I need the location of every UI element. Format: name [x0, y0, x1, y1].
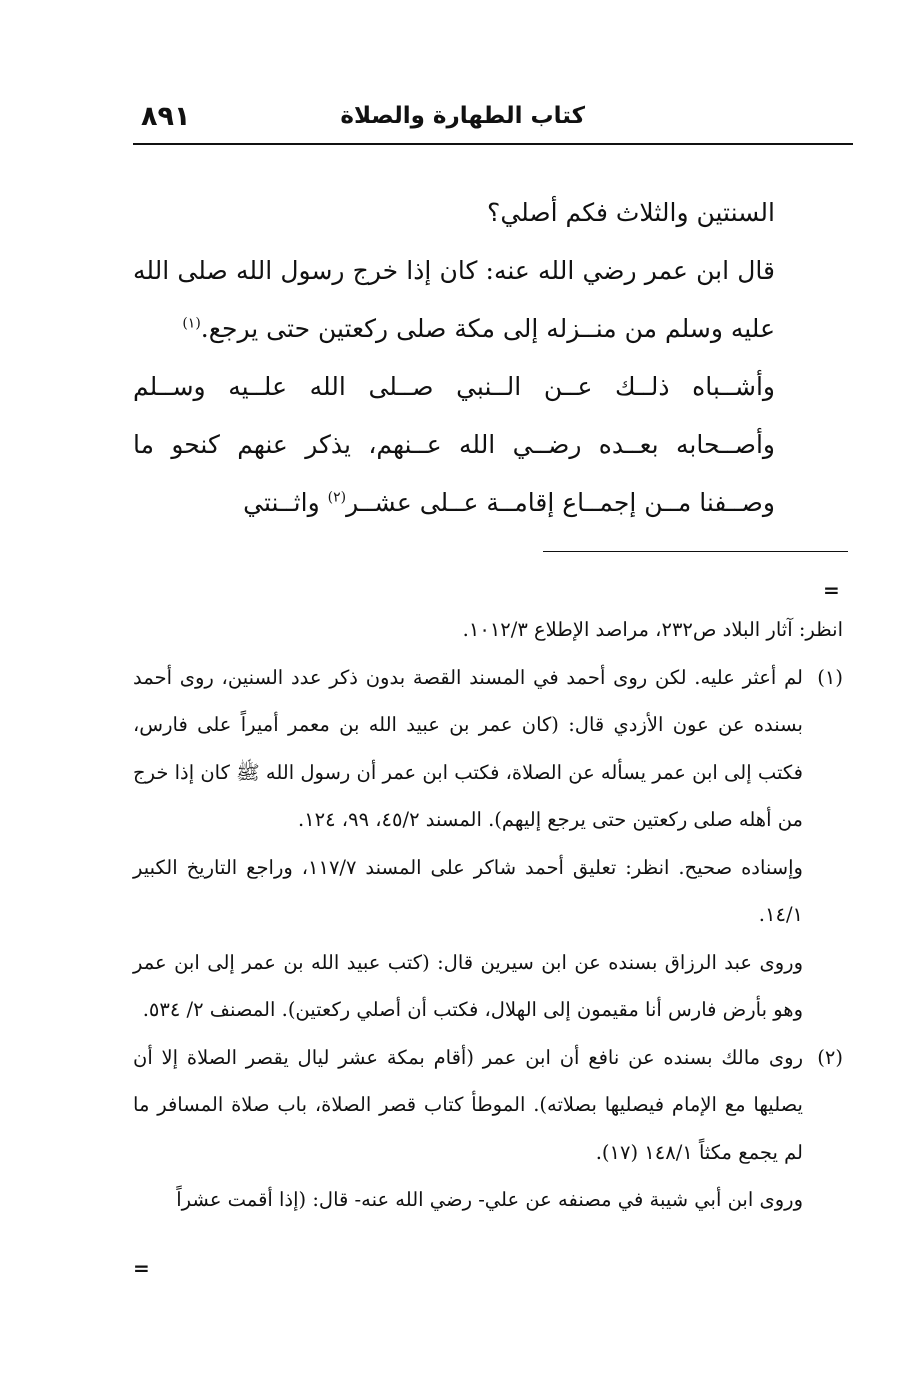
main-paragraph-2	[133, 242, 775, 358]
footnote-1-abdrazzaq: وروى عبد الرزاق بسنده عن ابن سيرين قال: (كتب عبيد الله بن عمر إلى ابن عمر وهو بأرض فارس أنا مقيمون إلى الهلال، فكتب أن أصلي ركعتين). المصنف ٢/ ٥٣٤.	[133, 950, 803, 1021]
page-header	[133, 97, 853, 145]
continuation-mark-top: =	[823, 578, 840, 602]
main-paragraph-3	[133, 358, 775, 532]
footnote-separator	[543, 551, 848, 552]
footnote-ref-1[interactable]: (١)	[182, 315, 201, 332]
footnote-1-text: لم أعثر عليه. لكن روى أحمد في المسند القصة بدون ذكر عدد السنين، روى أحمد بسنده عن عون الأزدي قال: (كان عمر بن عبيد الله بن معمر أميراً على فارس، فكتب إلى ابن عمر يسأله عن الصلاة، فكتب ابن عمر أن رسول الله ﷺ كان إذا خرج من أهله صلى ركعتين حتى يرجع إليهم). المسند ٤٥/٢، ٩٩، ١٢٤.	[133, 665, 803, 831]
footnote-continuation: انظر: آثار البلاد ص٢٣٢، مراصد الإطلاع ١٠١٢/٣.	[462, 618, 843, 641]
footnote-1	[133, 654, 843, 844]
footnote-1-marker: (١)	[817, 665, 843, 689]
main-paragraph-2-text: قال ابن عمر رضي الله عنه: كان إذا خرج رسول الله صلى الله عليه وسلم من منــزله إلى مكة صلى ركعتين حتى يرجع.	[133, 256, 775, 343]
footnote-2-marker: (٢)	[817, 1045, 843, 1069]
main-text	[133, 184, 775, 532]
footnote-1-isnad: وإسناده صحيح. انظر: تعليق أحمد شاكر على المسند ١١٧/٧، وراجع التاريخ الكبير ١٤/١.	[133, 855, 803, 926]
footnotes	[133, 606, 843, 1224]
main-paragraph-1: السنتين والثلاث فكم أصلي؟	[487, 198, 775, 227]
footnote-2-text: روى مالك بسنده عن نافع أن ابن عمر (أقام بمكة عشر ليال يقصر الصلاة إلا أن يصليها مع الإمام فيصليها بصلاته). الموطأ كتاب قصر الصلاة، باب صلاة المسافر ما لم يجمع مكثاً ١٤٨/١ (١٧).	[133, 1045, 803, 1164]
main-paragraph-3-text-a: وأشــباه ذلــك عــن الــنبي صــلى الله علــيه وســلم وأصــحابه بعــده رضــي الله عــنهم، يذكر عنهم كنحو ما وصــفنا مــن إجمــاع إقامــة عــلى عشــر	[133, 372, 775, 517]
main-paragraph-3-text-b: واثــنتي	[243, 488, 320, 517]
footnote-2-ibnabishayba: وروى ابن أبي شيبة في مصنفه عن علي- رضي الله عنه- قال: (إذا أقمت عشراً	[176, 1188, 803, 1211]
footnote-ref-2[interactable]: (٢)	[327, 489, 347, 506]
page-title: كتاب الطهارة والصلاة	[340, 103, 585, 129]
continuation-mark-bottom: =	[133, 1256, 150, 1280]
footnote-2	[133, 1034, 843, 1177]
page-number: ٨٩١	[141, 101, 191, 132]
